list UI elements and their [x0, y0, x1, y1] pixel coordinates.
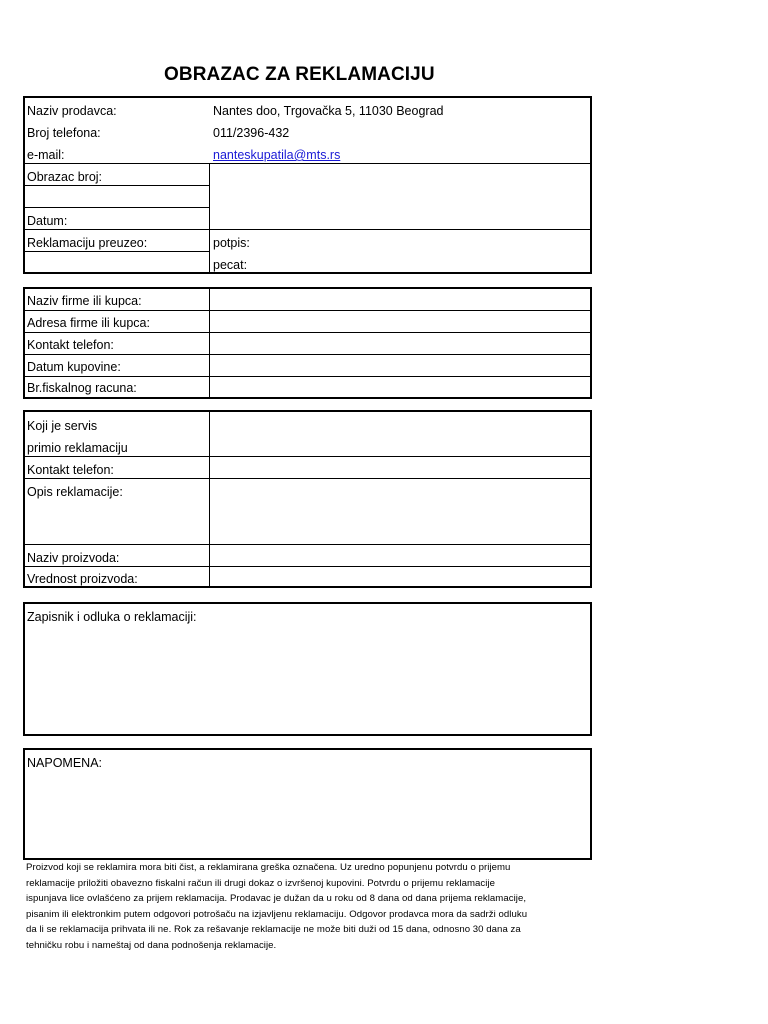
- receipt-number-label: Br.fiskalnog racuna:: [27, 381, 137, 395]
- buyer-company-label: Naziv firme ili kupca:: [27, 294, 142, 308]
- footnote-text: [26, 860, 574, 953]
- buyer-address-label: Adresa firme ili kupca:: [27, 316, 150, 330]
- seller-email-label: e-mail:: [27, 148, 65, 162]
- seller-phone-value: 011/2396-432: [213, 126, 290, 140]
- footnote-line: reklamacije priložiti obavezno fiskalni račun ili drugi dokaz o izvršenoj kupovini. Potvrdu o prijemu reklamacije: [26, 877, 496, 889]
- form-number-label: Obrazac broj:: [27, 170, 103, 184]
- record-label: Zapisnik i odluka o reklamaciji:: [27, 610, 197, 624]
- remark-label: NAPOMENA:: [27, 756, 103, 770]
- service-contact-label: Kontakt telefon:: [27, 463, 114, 477]
- seller-name-value: Nantes doo, Trgovačka 5, 11030 Beograd: [213, 104, 444, 118]
- seller-email-link[interactable]: nanteskupatila@mts.rs: [213, 148, 341, 162]
- footnote-line: da li se reklamacija prihvata ili ne. Rok za rešavanje reklamacije ne može biti duži od 15 dana, odnosno 30 dana za: [26, 924, 521, 935]
- date-label: Datum:: [27, 214, 68, 228]
- footnote-line: Proizvod koji se reklamira mora biti čist, a reklamirana greška označena. Uz uredno popunjenu potvrdu o prijemu: [26, 862, 511, 873]
- service-label-line1: Koji je servis: [27, 419, 98, 433]
- footnote-line: pisanim ili elektronkim putem odgovori potrošaču na izjavljenu reklamaciju. Odgovor prodavca mora da sadrži odluku: [26, 908, 528, 920]
- form-title: OBRAZAC ZA REKLAMACIJU: [164, 64, 435, 85]
- signature-label: potpis:: [213, 236, 250, 250]
- purchase-date-label: Datum kupovine:: [27, 360, 121, 374]
- seller-phone-label: Broj telefona:: [27, 126, 101, 140]
- stamp-label: pecat:: [213, 258, 248, 272]
- product-name-label: Naziv proizvoda:: [27, 551, 120, 565]
- buyer-contact-label: Kontakt telefon:: [27, 338, 114, 352]
- footnote-line: tehničku robu i nameštaj od dana podnošenja reklamacije.: [26, 939, 277, 951]
- product-value-label: Vrednost proizvoda:: [27, 572, 138, 586]
- remark-section: [23, 748, 592, 860]
- footnote-line: ispunjava lice ovlašćeno za prijem reklamacija. Prodavac je dužan da u roku od 8 dana od dana prijema reklamacije,: [26, 893, 527, 904]
- received-by-label: Reklamaciju preuzeo:: [27, 236, 148, 250]
- complaint-description-label: Opis reklamacije:: [27, 485, 123, 499]
- service-label-line2: primio reklamaciju: [27, 441, 128, 455]
- seller-name-label: Naziv prodavca:: [27, 104, 117, 118]
